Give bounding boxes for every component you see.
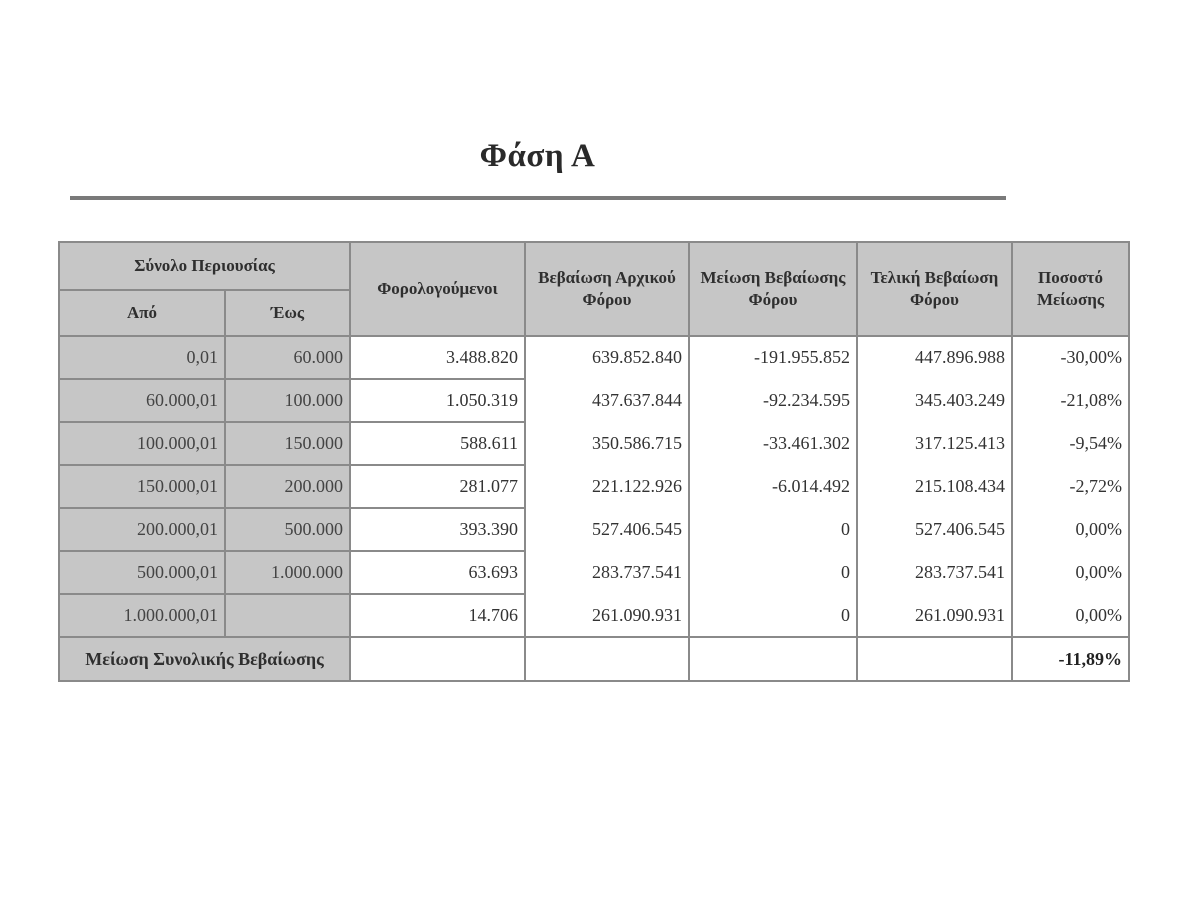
cell-from: 0,01 — [59, 336, 225, 379]
header-reduction-percent: Ποσοστό Μείωσης — [1012, 242, 1129, 336]
cell-tax-reduction: -191.955.852 — [689, 336, 857, 379]
cell-to: 100.000 — [225, 379, 350, 422]
table-row — [59, 465, 1129, 508]
cell-to: 150.000 — [225, 422, 350, 465]
cell-final-tax: 447.896.988 — [857, 336, 1012, 379]
cell-tax-reduction: 0 — [689, 508, 857, 551]
cell-taxpayers: 281.077 — [350, 465, 525, 508]
cell-from: 1.000.000,01 — [59, 594, 225, 637]
footer-row — [59, 637, 1129, 681]
cell-final-tax: 283.737.541 — [857, 551, 1012, 594]
footer-empty-cell — [525, 637, 689, 681]
cell-reduction-percent: -30,00% — [1012, 336, 1129, 379]
tax-table — [58, 241, 1130, 682]
cell-to: 60.000 — [225, 336, 350, 379]
header-initial-tax: Βεβαίωση Αρχικού Φόρου — [525, 242, 689, 336]
cell-initial-tax: 261.090.931 — [525, 594, 689, 637]
cell-from: 60.000,01 — [59, 379, 225, 422]
cell-reduction-percent: 0,00% — [1012, 508, 1129, 551]
cell-to: 500.000 — [225, 508, 350, 551]
page-title: Φάση Α — [479, 138, 596, 174]
cell-taxpayers: 3.488.820 — [350, 336, 525, 379]
cell-reduction-percent: 0,00% — [1012, 551, 1129, 594]
cell-tax-reduction: -92.234.595 — [689, 379, 857, 422]
cell-tax-reduction: -6.014.492 — [689, 465, 857, 508]
table-row — [59, 594, 1129, 637]
cell-reduction-percent: -2,72% — [1012, 465, 1129, 508]
cell-from: 150.000,01 — [59, 465, 225, 508]
cell-final-tax: 261.090.931 — [857, 594, 1012, 637]
cell-from: 100.000,01 — [59, 422, 225, 465]
cell-taxpayers: 1.050.319 — [350, 379, 525, 422]
footer-empty-cell — [350, 637, 525, 681]
cell-tax-reduction: -33.461.302 — [689, 422, 857, 465]
header-row-1 — [59, 242, 1129, 290]
cell-taxpayers: 588.611 — [350, 422, 525, 465]
cell-from: 500.000,01 — [59, 551, 225, 594]
footer-empty-cell — [689, 637, 857, 681]
cell-initial-tax: 221.122.926 — [525, 465, 689, 508]
table-row — [59, 336, 1129, 379]
cell-initial-tax: 350.586.715 — [525, 422, 689, 465]
cell-initial-tax: 527.406.545 — [525, 508, 689, 551]
title-divider — [70, 196, 1006, 200]
cell-final-tax: 317.125.413 — [857, 422, 1012, 465]
cell-tax-reduction: 0 — [689, 551, 857, 594]
cell-reduction-percent: -9,54% — [1012, 422, 1129, 465]
table-body — [59, 336, 1129, 637]
header-to: Έως — [225, 290, 350, 336]
header-from: Από — [59, 290, 225, 336]
cell-reduction-percent: 0,00% — [1012, 594, 1129, 637]
cell-from: 200.000,01 — [59, 508, 225, 551]
header-tax-reduction: Μείωση Βεβαίωσης Φόρου — [689, 242, 857, 336]
footer-total-percent: -11,89% — [1012, 637, 1129, 681]
table-row — [59, 508, 1129, 551]
cell-initial-tax: 283.737.541 — [525, 551, 689, 594]
cell-initial-tax: 437.637.844 — [525, 379, 689, 422]
cell-to — [225, 594, 350, 637]
table-row — [59, 422, 1129, 465]
table-row — [59, 379, 1129, 422]
cell-taxpayers: 14.706 — [350, 594, 525, 637]
header-final-tax: Τελική Βεβαίωση Φόρου — [857, 242, 1012, 336]
cell-final-tax: 215.108.434 — [857, 465, 1012, 508]
cell-to: 200.000 — [225, 465, 350, 508]
cell-final-tax: 527.406.545 — [857, 508, 1012, 551]
cell-to: 1.000.000 — [225, 551, 350, 594]
cell-taxpayers: 63.693 — [350, 551, 525, 594]
cell-taxpayers: 393.390 — [350, 508, 525, 551]
footer-empty-cell — [857, 637, 1012, 681]
cell-initial-tax: 639.852.840 — [525, 336, 689, 379]
header-taxpayers: Φορολογούμενοι — [350, 242, 525, 336]
table-row — [59, 551, 1129, 594]
cell-reduction-percent: -21,08% — [1012, 379, 1129, 422]
cell-final-tax: 345.403.249 — [857, 379, 1012, 422]
cell-tax-reduction: 0 — [689, 594, 857, 637]
header-total-assets: Σύνολο Περιουσίας — [59, 242, 350, 290]
footer-label: Μείωση Συνολικής Βεβαίωσης — [59, 637, 350, 681]
